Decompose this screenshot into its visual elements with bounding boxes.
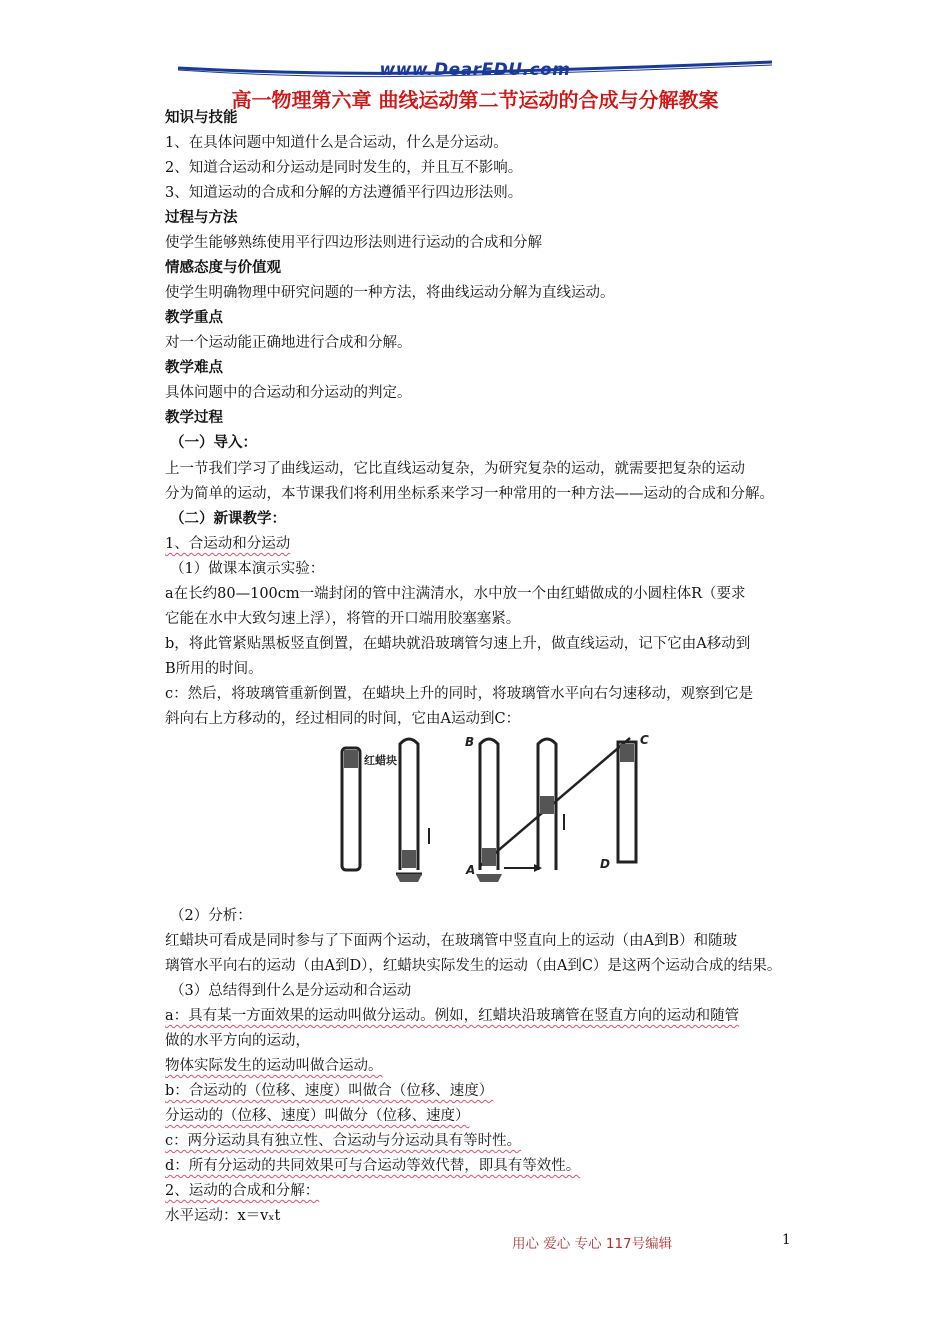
analysis-line1: 红蜡块可看成是同时参与了下面两个运动，在玻璃管中竖直向上的运动（由A到B）和随玻 [165,933,738,949]
heading-process: 过程与方法 [165,210,238,226]
wax-block-4 [540,796,554,814]
step-a-line1: a在长约80—100cm一端封闭的管中注满清水，水中放一个由红蜡做成的小圆柱体R（要求 [165,586,746,602]
analysis-line2: 璃管水平向右的运动（由A到D），红蜡块实际发生的运动（由A到C）是这两个运动合成的结果。 [165,958,782,974]
wax-block-1 [344,750,358,768]
step-a-line2: 它能在水中大致匀速上浮），将管的开口端用胶塞塞紧。 [165,611,521,627]
stopper-3 [476,874,502,882]
page-title: 高一物理第六章 曲线运动第二节运动的合成与分解教案 [231,88,719,112]
difficulty-text: 具体问题中的合运动和分运动的判定。 [165,385,412,401]
knowledge-item-1: 1、在具体问题中知道什么是合运动，什么是分运动。 [165,135,508,151]
stopper-2 [396,874,422,882]
subheading-motion: 1、合运动和分运动 [165,536,291,552]
part2-heading: 2、运动的合成和分解： [165,1183,320,1199]
label-c: C [640,733,649,747]
summary-c: c：两分运动具有独立性、合运动与分运动具有等时性。 [165,1133,522,1149]
step-c-line2: 斜向右上方移动的，经过相同的时间，它由A运动到C： [165,711,521,727]
summary-b-line1: b：合运动的（位移、速度）叫做合（位移、速度） [165,1083,494,1099]
label-d: D [600,857,610,871]
knowledge-item-3: 3、知道运动的合成和分解的方法遵循平行四边形法则。 [165,185,523,201]
summary-d: d：所有分运动的共同效果可与合运动等效代替，即具有等效性。 [165,1158,581,1174]
experiment-heading: （1）做课本演示实验： [170,561,325,577]
summary-a-line2: 做的水平方向的运动， [165,1033,310,1049]
intro-para-line1: 上一节我们学习了曲线运动，它比直线运动复杂，为研究复杂的运动，就需要把复杂的运动 [165,461,745,477]
heading-difficulty: 教学难点 [165,360,223,376]
heading-new-lesson: （二）新课教学： [170,511,286,527]
page-number: 1 [782,1232,791,1248]
summary-a-line1: a：具有某一方面效果的运动叫做分运动。例如，红蜡块沿玻璃管在竖直方向的运动和随管 [165,1008,740,1024]
experiment-figure [330,728,660,888]
process-text: 使学生能够熟练使用平行四边形法则进行运动的合成和分解 [165,235,542,251]
tube-diagram [330,728,660,888]
heading-teaching-process: 教学过程 [165,410,223,426]
site-url[interactable]: www.DearEDU.com [379,60,571,80]
knowledge-item-2: 2、知道合运动和分运动是同时发生的，并且互不影响。 [165,160,523,176]
heading-knowledge: 知识与技能 [165,110,238,126]
intro-para-line2: 分为简单的运动，本节课我们将利用坐标系来学习一种常用的一种方法——运动的合成和分解。 [165,486,774,502]
wax-block-3 [482,848,496,866]
summary-a-line3: 物体实际发生的运动叫做合运动。 [165,1058,383,1074]
summary-b-line2: 分运动的（位移、速度）叫做分（位移、速度） [165,1108,470,1124]
key-point-text: 对一个运动能正确地进行合成和分解。 [165,335,412,351]
heading-intro: （一）导入： [170,435,257,451]
label-b: B [465,735,475,749]
wax-label: 红蜡块 [364,754,397,767]
horizontal-motion-formula: 水平运动：x＝vₓt [165,1208,281,1224]
summary-heading: （3）总结得到什么是分运动和合运动 [170,983,412,999]
footer-slogan: 用心 爱心 专心 117号编辑 [512,1236,673,1252]
step-b-line1: b，将此管紧贴黑板竖直倒置，在蜡块就沿玻璃管匀速上升，做直线运动，记下它由A移动到 [165,636,751,652]
site-banner [178,58,772,84]
wax-block-2 [402,850,416,868]
label-a: A [466,863,476,877]
step-b-line2: B所用的时间。 [165,661,263,677]
heading-attitude: 情感态度与价值观 [165,260,281,276]
wax-block-5 [620,744,634,762]
attitude-text: 使学生明确物理中研究问题的一种方法，将曲线运动分解为直线运动。 [165,285,615,301]
heading-key-point: 教学重点 [165,310,223,326]
analysis-heading: （2）分析： [170,908,252,924]
step-c-line1: c：然后，将玻璃管重新倒置，在蜡块上升的同时，将玻璃管水平向右匀速移动，观察到它是 [165,686,754,702]
